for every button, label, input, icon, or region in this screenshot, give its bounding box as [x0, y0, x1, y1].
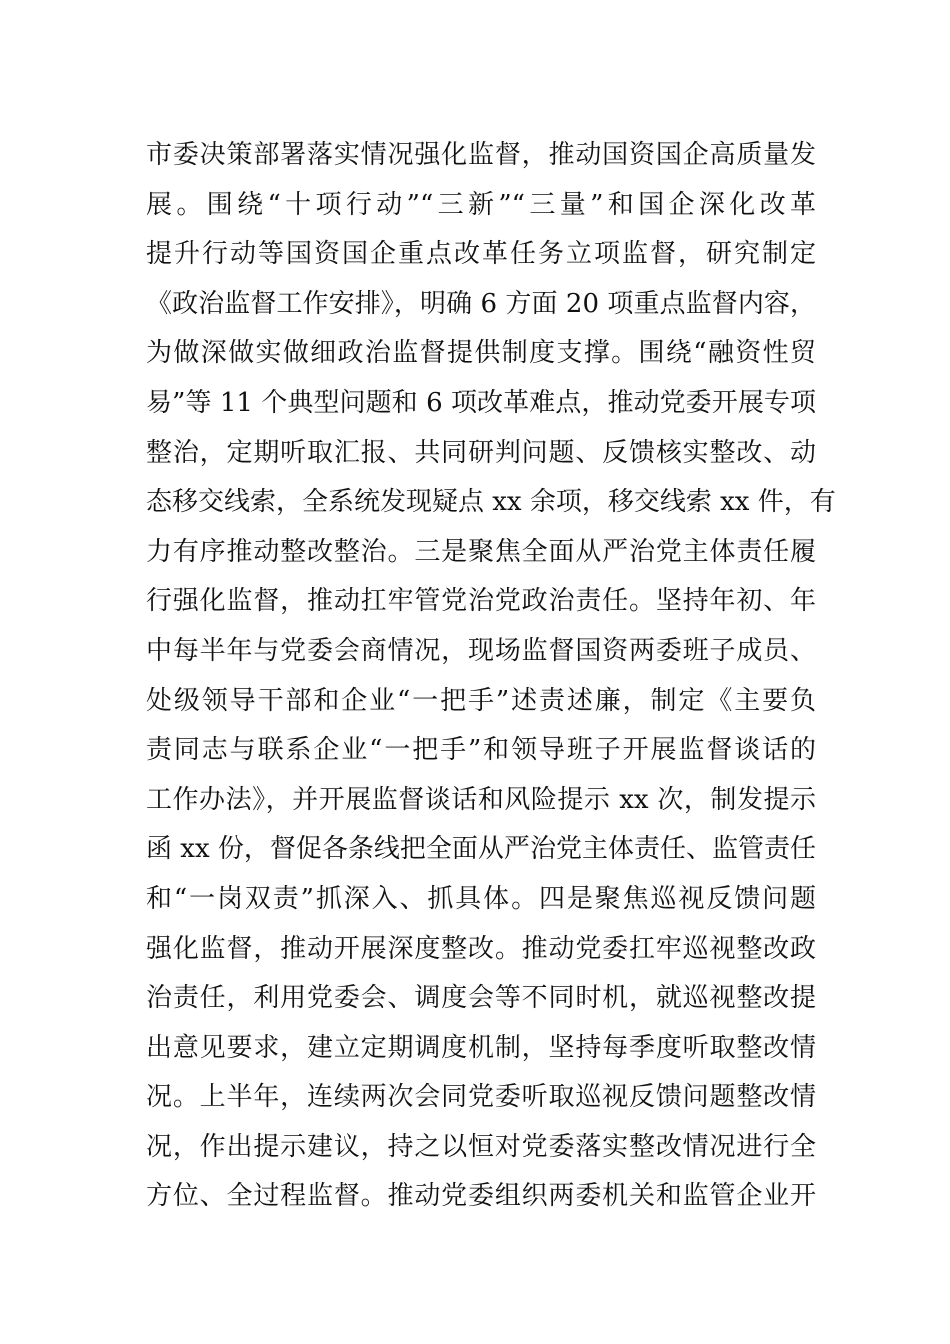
text-line: 责同志与联系企业“一把手”和领导班子开展监督谈话的: [146, 735, 816, 766]
text-line: 《政治监督工作安排》，明确 6 方面 20 项重点监督内容，: [146, 288, 816, 319]
text-line: 和“一岗双责”抓深入、抓具体。四是聚焦巡视反馈问题: [146, 883, 816, 914]
text-line: 态移交线索，全系统发现疑点 xx 余项，移交线索 xx 件，有: [146, 487, 836, 518]
text-line: 行强化监督，推动扛牢管党治党政治责任。坚持年初、年: [146, 586, 816, 617]
text-line: 强化监督，推动开展深度整改。推动党委扛牢巡视整改政: [146, 933, 816, 964]
text-line: 易”等 11 个典型问题和 6 项改革难点，推动党委开展专项: [146, 387, 816, 418]
text-line: 市委决策部署落实情况强化监督，推动国资国企高质量发: [146, 140, 816, 170]
text-line: 展。围绕“十项行动”“三新”“三量”和国企深化改革: [146, 189, 816, 220]
text-line: 为做深做实做细政治监督提供制度支撑。围绕“融资性贸: [146, 338, 816, 369]
text-line: 况。上半年，连续两次会同党委听取巡视反馈问题整改情: [146, 1082, 816, 1113]
text-line: 工作办法》，并开展监督谈话和风险提示 xx 次，制发提示: [146, 784, 816, 815]
text-line: 函 xx 份，督促各条线把全面从严治党主体责任、监管责任: [146, 834, 816, 865]
text-line: 出意见要求，建立定期调度机制，坚持每季度听取整改情: [146, 1032, 816, 1063]
text-line: 治责任，利用党委会、调度会等不同时机，就巡视整改提: [146, 983, 816, 1014]
body-text: [146, 131, 836, 1222]
text-line: 方位、全过程监督。推动党委组织两委机关和监管企业开: [146, 1181, 816, 1212]
text-line: 处级领导干部和企业“一把手”述责述廉，制定《主要负: [146, 685, 816, 716]
text-line: 力有序推动整改整治。三是聚焦全面从严治党主体责任履: [146, 536, 816, 567]
text-line: 整治，定期听取汇报、共同研判问题、反馈核实整改、动: [146, 437, 816, 468]
text-line: 提升行动等国资国企重点改革任务立项监督，研究制定: [146, 239, 816, 270]
text-line: 况，作出提示建议，持之以恒对党委落实整改情况进行全: [146, 1131, 816, 1162]
text-line: 中每半年与党委会商情况，现场监督国资两委班子成员、: [146, 635, 816, 666]
